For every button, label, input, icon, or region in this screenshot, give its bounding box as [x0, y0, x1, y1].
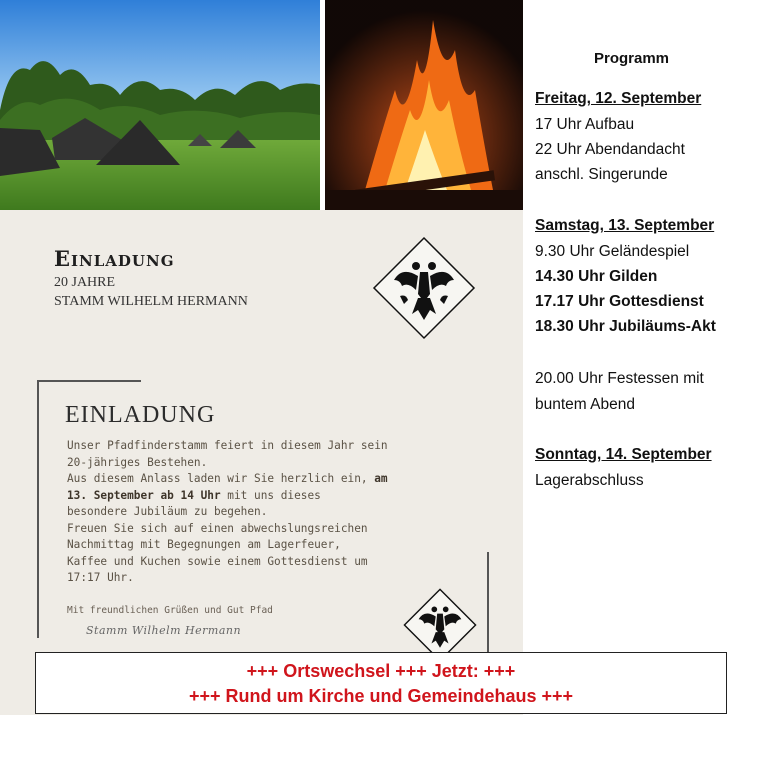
frame-top-line	[37, 380, 141, 382]
eagle-emblem	[372, 236, 476, 344]
program-item: 17 Uhr Aufbau	[535, 116, 635, 133]
invitation-header-years: 20 JAHRE	[54, 275, 116, 290]
program-title: Programm	[594, 50, 670, 67]
invitation-signature: Stamm Wilhelm Hermann	[86, 624, 242, 637]
friday-heading: Freitag, 12. September	[535, 90, 702, 107]
invitation-header-title: Einladung	[54, 246, 175, 271]
frame-left-line	[37, 380, 39, 638]
banner-line-2: +++ Rund um Kirche und Gemeindehaus +++	[188, 686, 574, 706]
saturday-heading: Samstag, 13. September	[535, 217, 715, 234]
program-item: buntem Abend	[535, 396, 635, 413]
program-item: 9.30 Uhr Geländespiel	[535, 243, 690, 260]
banner-line-1: +++ Ortswechsel +++ Jetzt: +++	[246, 661, 516, 681]
frame-right-line	[487, 552, 489, 652]
invitation-title: EINLADUNG	[65, 402, 216, 428]
program-item: anschl. Singerunde	[535, 166, 668, 183]
tents-photo	[0, 0, 320, 210]
program-item: 17.17 Uhr Gottesdienst	[535, 293, 704, 310]
location-change-banner	[35, 652, 727, 714]
invitation-header-group: STAMM WILHELM HERMANN	[54, 294, 248, 309]
program-item: Lagerabschluss	[535, 472, 644, 489]
campfire-photo	[325, 0, 523, 210]
program-item: 14.30 Uhr Gilden	[535, 268, 658, 285]
program-item: 18.30 Uhr Jubiläums-Akt	[535, 318, 716, 335]
program-item: 20.00 Uhr Festessen mit	[535, 370, 704, 387]
invitation-greeting: Mit freundlichen Grüßen und Gut Pfad	[67, 605, 273, 616]
program-item: 22 Uhr Abendandacht	[535, 141, 685, 158]
invitation-body: Unser Pfadfinderstamm feiert in diesem Jahr sein 20-jähriges Bestehen. Aus diesem Anlass laden wir Sie herzlich ein, am 13. September ab 14 Uhr mit uns dieses besondere Jubiläum zu begehen. Freuen Sie sich auf einen abwechslungsreichen Nachmittag mit Begegnungen am Lagerfeuer, Kaffee und Kuchen sowie einem Gottesdienst um 17:17 Uhr.	[67, 439, 388, 584]
sunday-heading: Sonntag, 14. September	[535, 446, 712, 463]
